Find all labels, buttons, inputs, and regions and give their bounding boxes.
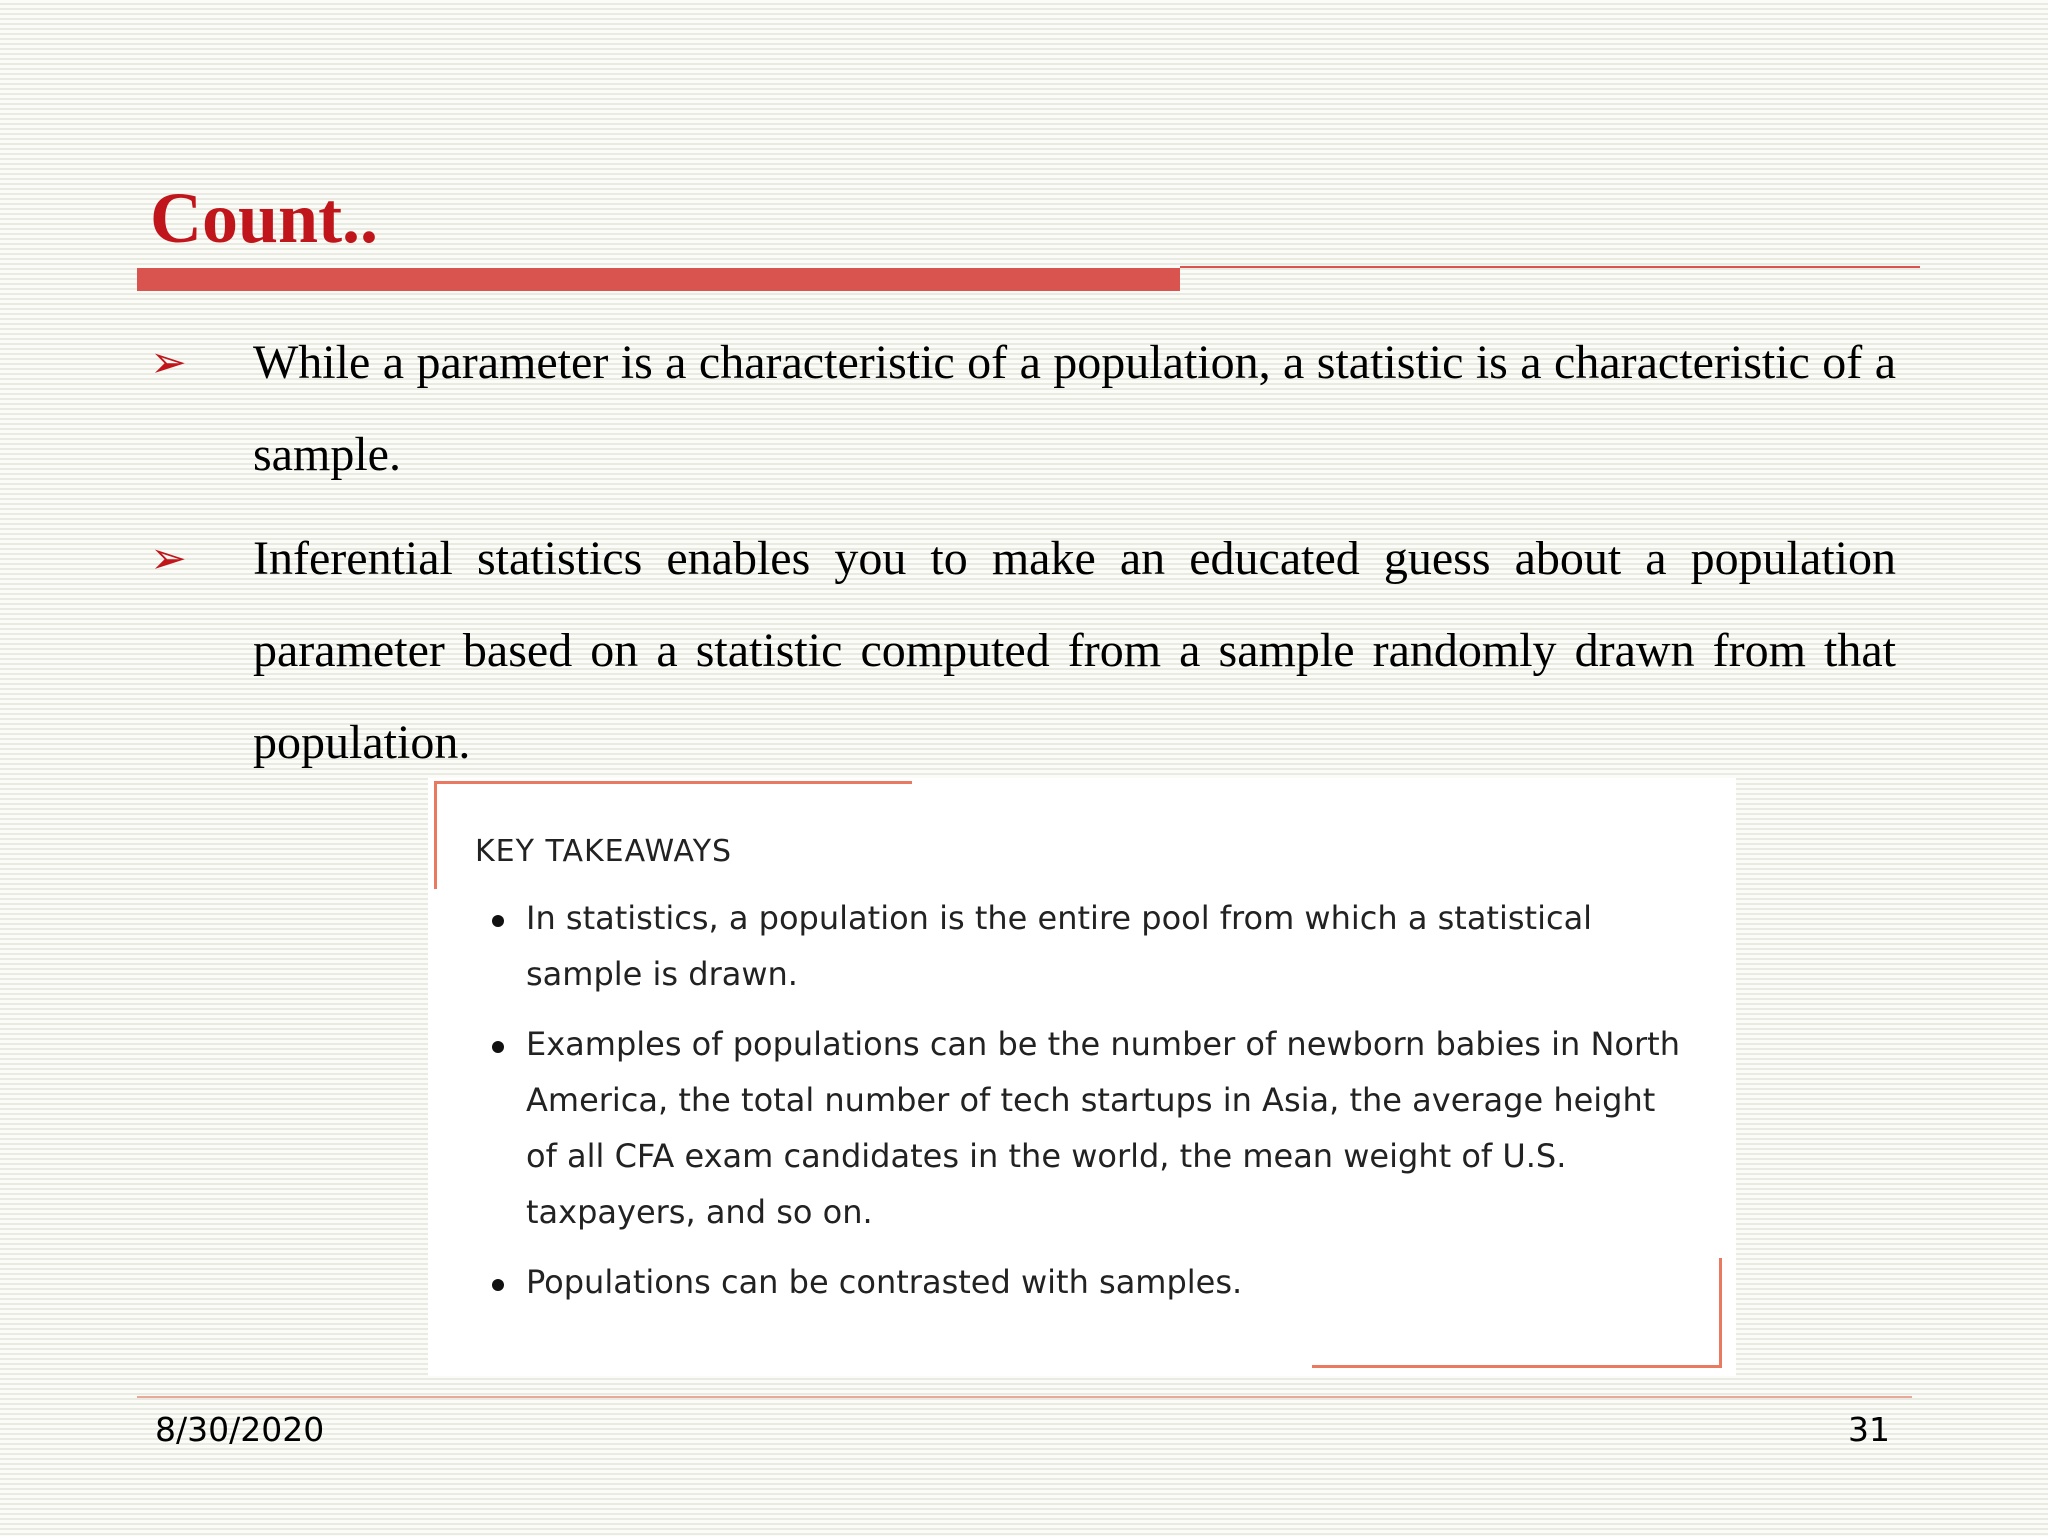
takeaway-text-2: Examples of populations can be the number of newborn babies in North America, the total number of tech startups in Asia, the average height of all CFA exam candidates in the world, the mean weight of U.S. taxpayers, and so on.	[526, 1025, 1680, 1231]
arrow-bullet-icon: ➢	[150, 338, 187, 387]
takeaway-text-1: In statistics, a population is the entire pool from which a statistical sample is drawn.	[526, 899, 1593, 993]
bullet-dot-icon	[492, 915, 504, 927]
key-takeaways-heading: KEY TAKEAWAYS	[475, 834, 733, 869]
page-number: 31	[1848, 1410, 1890, 1449]
key-takeaways-list	[486, 890, 1696, 1324]
footer-date: 8/30/2020	[155, 1410, 325, 1449]
bullet-dot-icon	[492, 1041, 504, 1053]
bracket-top-left-horizontal	[434, 781, 912, 784]
title-underline-thick	[137, 268, 1180, 291]
footer-divider	[137, 1396, 1912, 1398]
list-item	[486, 890, 1696, 1002]
list-item	[486, 1254, 1696, 1310]
takeaway-text-3: Populations can be contrasted with samples.	[526, 1263, 1243, 1301]
bracket-bottom-right-horizontal	[1312, 1365, 1722, 1368]
bullet-text-1: While a parameter is a characteristic of a population, a statistic is a characteristic of a sample.	[253, 336, 1896, 481]
bullet-text-2: Inferential statistics enables you to make an educated guess about a population parameter based on a statistic computed from a sample randomly drawn from that population.	[253, 532, 1896, 769]
arrow-bullet-icon: ➢	[150, 534, 187, 583]
list-item	[486, 1016, 1696, 1240]
bracket-bottom-right-vertical	[1719, 1258, 1722, 1368]
slide-title: Count..	[150, 178, 379, 258]
bracket-top-left-vertical	[434, 781, 437, 889]
title-underline-thin	[1180, 266, 1920, 268]
bullet-dot-icon	[492, 1279, 504, 1291]
